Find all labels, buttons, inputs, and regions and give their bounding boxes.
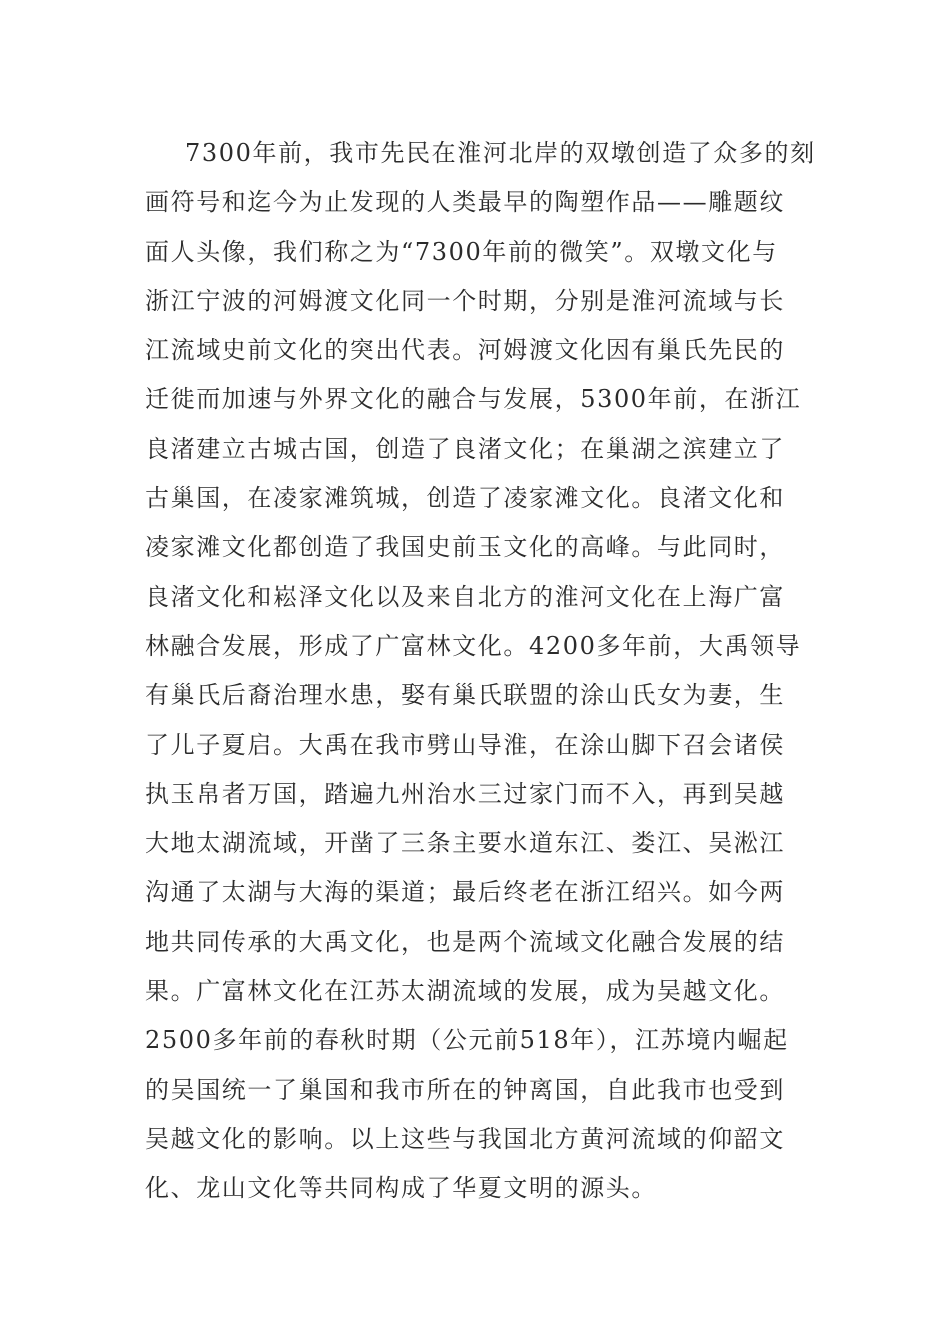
paragraph-line: 浙江宁波的河姆渡文化同一个时期，分别是淮河流域与长	[145, 286, 785, 315]
paragraph-line: 迁徙而加速与外界文化的融合与发展，5300年前，在浙江	[145, 385, 802, 414]
paragraph-line: 的吴国统一了巢国和我市所在的钟离国，自此我市也受到	[145, 1075, 785, 1104]
paragraph-line: 地共同传承的大禹文化，也是两个流域文化融合发展的结	[145, 927, 785, 956]
paragraph-line: 执玉帛者万国，踏遍九州治水三过家门而不入，再到吴越	[145, 779, 785, 808]
paragraph-line: 7300年前，我市先民在淮河北岸的双墩创造了众多的刻	[185, 139, 816, 167]
paragraph-line: 凌家滩文化都创造了我国史前玉文化的高峰。与此同时，	[145, 533, 785, 562]
paragraph-line: 有巢氏后裔治理水患，娶有巢氏联盟的涂山氏女为妻，生	[145, 681, 785, 710]
paragraph-line: 大地太湖流域，开凿了三条主要水道东江、娄江、吴淞江	[145, 829, 785, 858]
paragraph-line: 林融合发展，形成了广富林文化。4200多年前，大禹领导	[145, 631, 802, 660]
paragraph-line: 面人头像，我们称之为“7300年前的微笑”。双墩文化与	[145, 237, 778, 266]
paragraph-line: 画符号和迄今为止发现的人类最早的陶塑作品——雕题纹	[145, 188, 785, 217]
paragraph-line: 2500多年前的春秋时期（公元前518年），江苏境内崛起	[145, 1026, 789, 1055]
paragraph-line: 江流域史前文化的突出代表。河姆渡文化因有巢氏先民的	[145, 336, 785, 365]
paragraph-line: 果。广富林文化在江苏太湖流域的发展，成为吴越文化。	[145, 977, 785, 1006]
paragraph-line: 吴越文化的影响。以上这些与我国北方黄河流域的仰韶文	[145, 1124, 785, 1153]
paragraph-line: 化、龙山文化等共同构成了华夏文明的源头。	[145, 1174, 657, 1203]
paragraph-line: 了儿子夏启。大禹在我市劈山导淮，在涂山脚下召会诸侯	[145, 730, 785, 759]
paragraph-line: 良渚文化和崧泽文化以及来自北方的淮河文化在上海广富	[145, 582, 785, 611]
paragraph-line: 良渚建立古城古国，创造了良渚文化；在巢湖之滨建立了	[145, 434, 785, 463]
paragraph-line: 古巢国，在凌家滩筑城，创造了凌家滩文化。良渚文化和	[145, 484, 785, 513]
body-paragraph	[145, 129, 825, 1214]
paragraph-line: 沟通了太湖与大海的渠道；最后终老在浙江绍兴。如今两	[145, 878, 785, 907]
